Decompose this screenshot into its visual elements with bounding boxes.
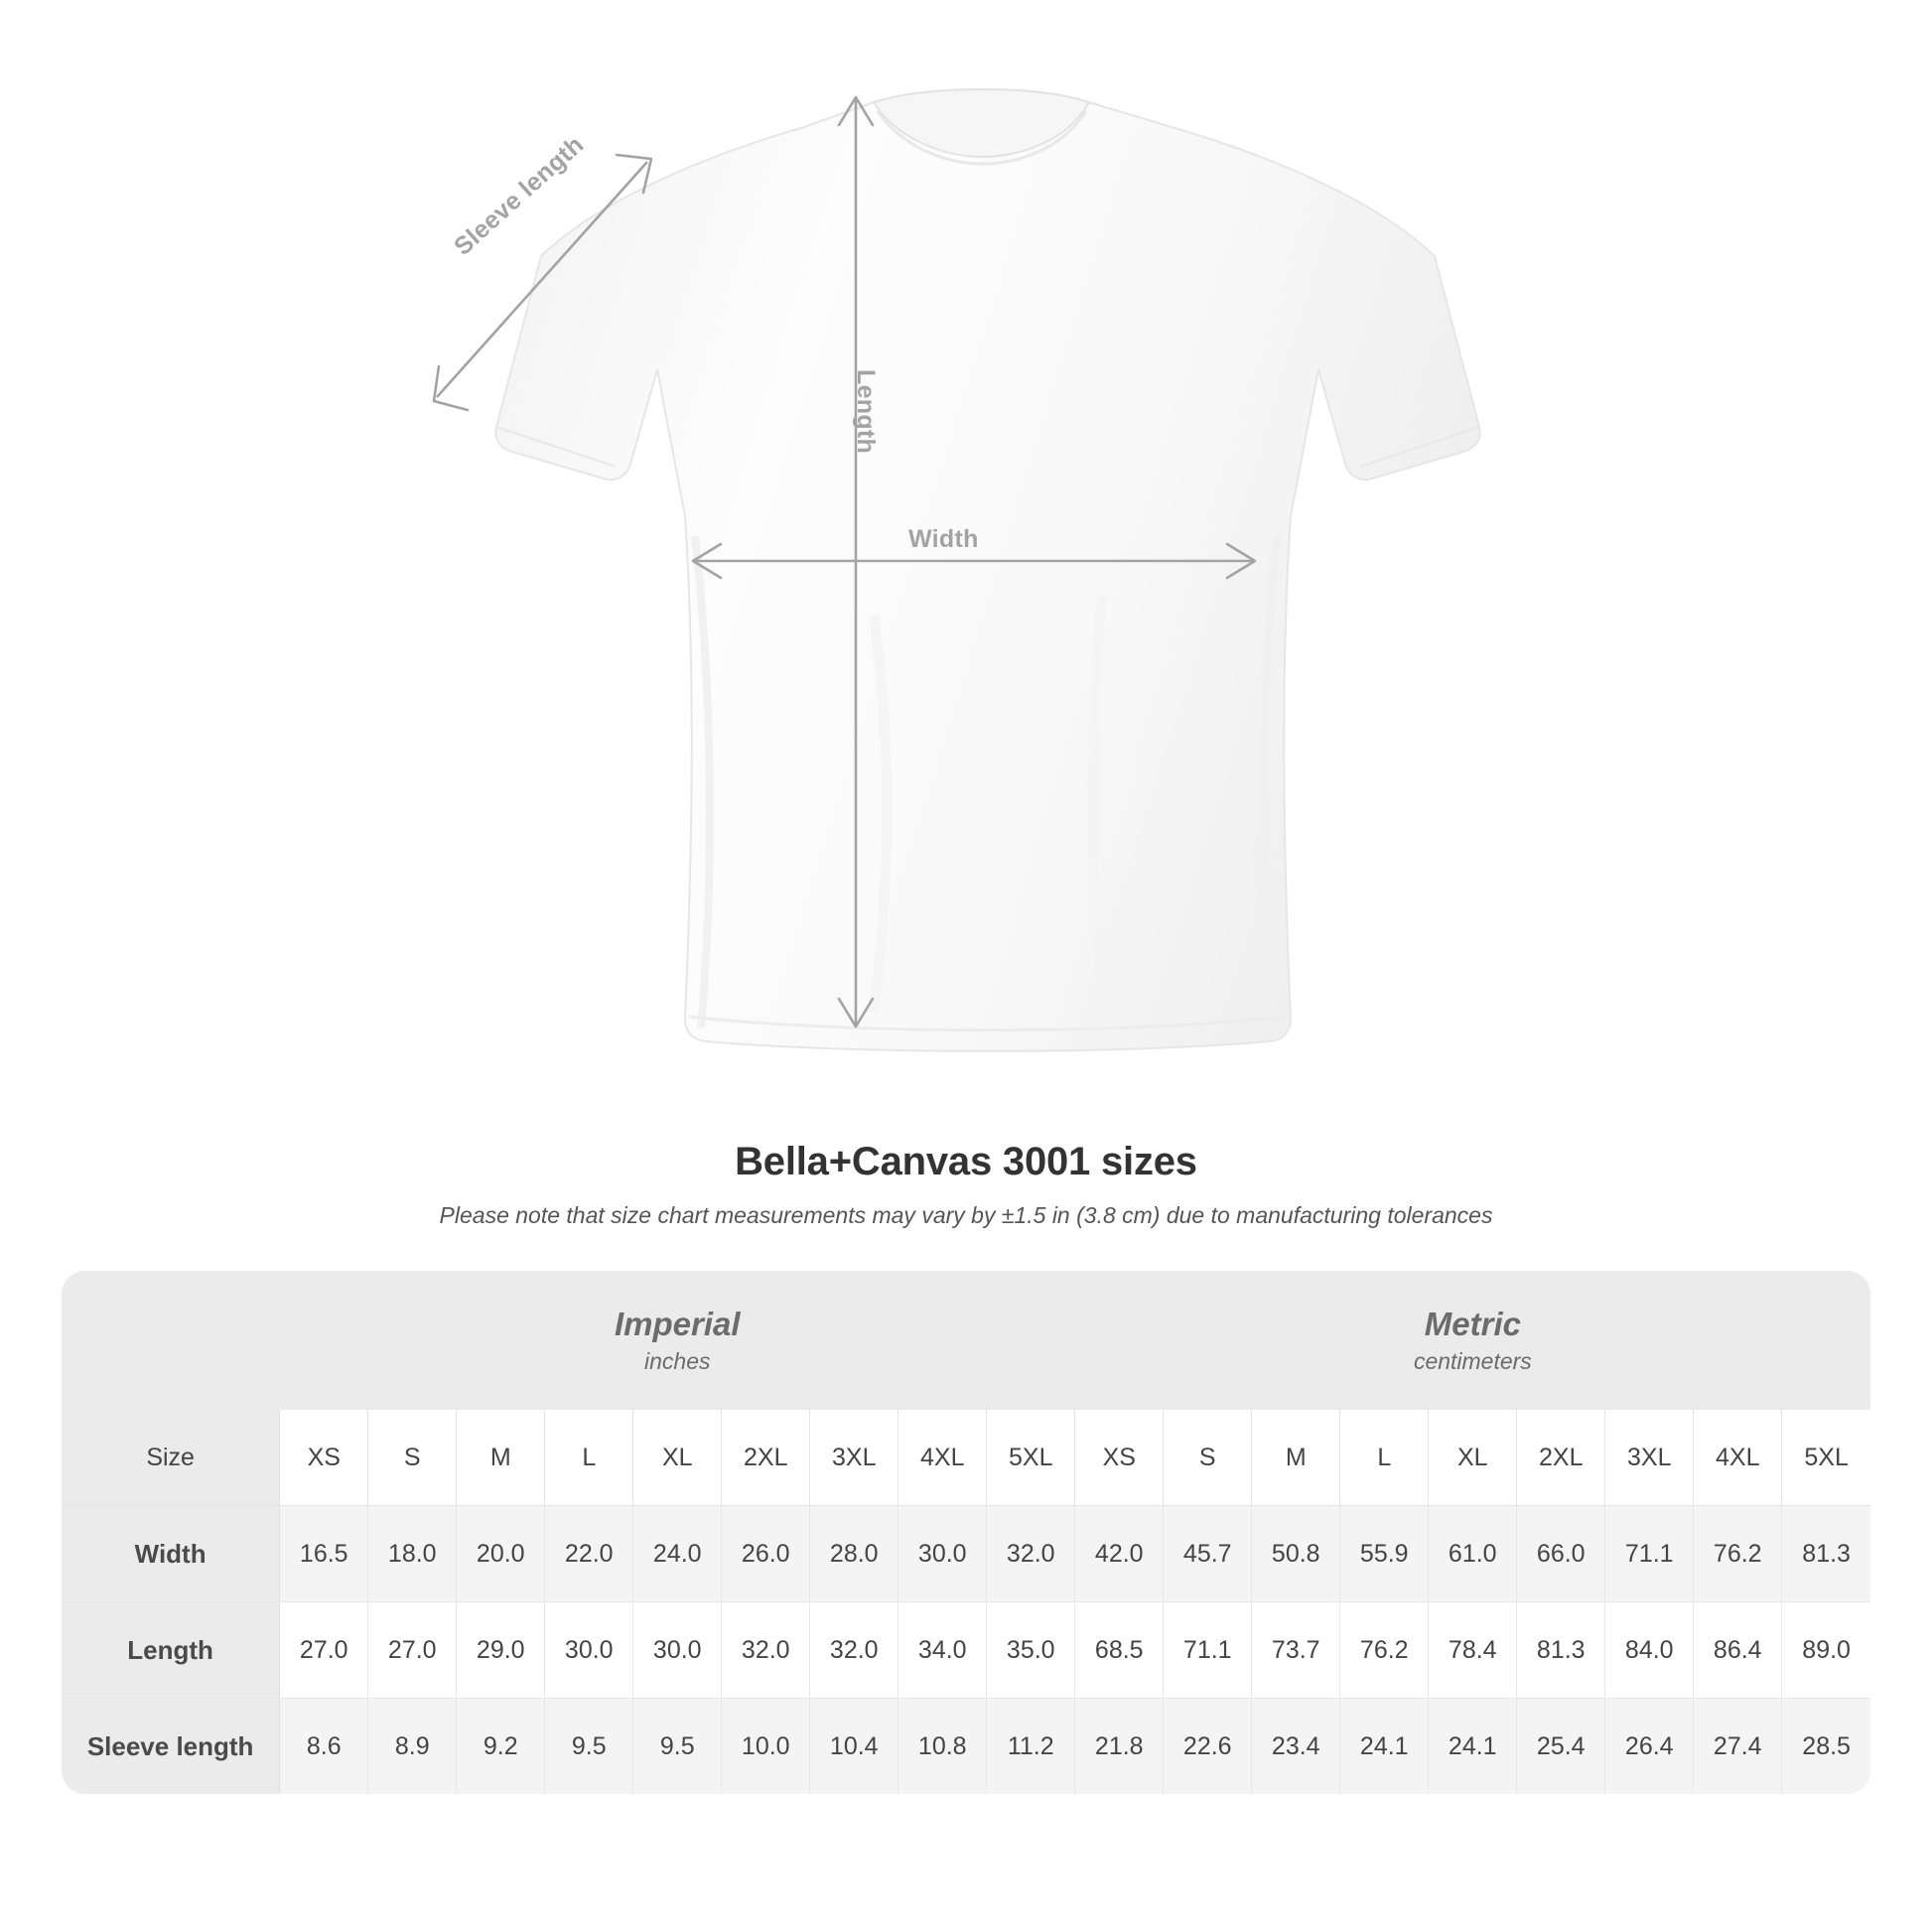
size-header-cell: XL	[1429, 1410, 1517, 1506]
cell-value: 30.0	[898, 1506, 987, 1602]
table-row	[62, 1506, 1870, 1602]
cell-value: 71.1	[1164, 1602, 1252, 1699]
cell-value: 9.5	[545, 1699, 633, 1795]
size-header-cell: 2XL	[1517, 1410, 1605, 1506]
cell-value: 10.0	[722, 1699, 810, 1795]
cell-value: 21.8	[1075, 1699, 1164, 1795]
cell-value: 22.6	[1164, 1699, 1252, 1795]
cell-value: 30.0	[633, 1602, 722, 1699]
sleeve-length-dimension-label: Sleeve length	[449, 130, 590, 261]
row-label-sleeve-length: Sleeve length	[62, 1699, 280, 1795]
cell-value: 29.0	[457, 1602, 545, 1699]
size-header-cell: L	[1340, 1410, 1429, 1506]
size-header-cell: S	[368, 1410, 457, 1506]
cell-value: 10.8	[898, 1699, 987, 1795]
cell-value: 23.4	[1252, 1699, 1340, 1795]
unit-imperial-sub: inches	[644, 1348, 711, 1375]
unit-band-row	[62, 1271, 1870, 1410]
cell-value: 68.5	[1075, 1602, 1164, 1699]
cell-value: 11.2	[987, 1699, 1075, 1795]
row-label-width: Width	[62, 1506, 280, 1602]
size-header-cell: 5XL	[1782, 1410, 1870, 1506]
size-header-cell: 3XL	[810, 1410, 898, 1506]
cell-value: 9.2	[457, 1699, 545, 1795]
size-header-cell: 3XL	[1605, 1410, 1694, 1506]
cell-value: 84.0	[1605, 1602, 1694, 1699]
tshirt-shape	[495, 89, 1479, 1051]
width-dimension-label: Width	[908, 525, 979, 553]
cell-value: 73.7	[1252, 1602, 1340, 1699]
table-row	[62, 1699, 1870, 1795]
size-header-cell: XL	[633, 1410, 722, 1506]
size-table	[62, 1271, 1870, 1794]
cell-value: 76.2	[1694, 1506, 1782, 1602]
length-dimension-label: Length	[852, 369, 880, 455]
cell-value: 32.0	[987, 1506, 1075, 1602]
cell-value: 32.0	[810, 1602, 898, 1699]
size-header-cell: L	[545, 1410, 633, 1506]
cell-value: 24.1	[1429, 1699, 1517, 1795]
size-header-cell: 4XL	[898, 1410, 987, 1506]
size-header-cell: M	[1252, 1410, 1340, 1506]
cell-value: 27.0	[280, 1602, 368, 1699]
size-header-cell: 2XL	[722, 1410, 810, 1506]
cell-value: 20.0	[457, 1506, 545, 1602]
table-row	[62, 1602, 1870, 1699]
cell-value: 81.3	[1517, 1602, 1605, 1699]
cell-value: 24.0	[633, 1506, 722, 1602]
cell-value: 27.0	[368, 1602, 457, 1699]
cell-value: 42.0	[1075, 1506, 1164, 1602]
unit-imperial-name: Imperial	[614, 1305, 741, 1342]
cell-value: 26.0	[722, 1506, 810, 1602]
size-header-label: Size	[62, 1410, 280, 1506]
cell-value: 66.0	[1517, 1506, 1605, 1602]
cell-value: 8.6	[280, 1699, 368, 1795]
cell-value: 30.0	[545, 1602, 633, 1699]
cell-value: 25.4	[1517, 1699, 1605, 1795]
row-label-length: Length	[62, 1602, 280, 1699]
unit-imperial	[280, 1271, 1075, 1410]
cell-value: 18.0	[368, 1506, 457, 1602]
cell-value: 89.0	[1782, 1602, 1870, 1699]
cell-value: 81.3	[1782, 1506, 1870, 1602]
size-header-cell: S	[1164, 1410, 1252, 1506]
size-header-cell: XS	[1075, 1410, 1164, 1506]
cell-value: 78.4	[1429, 1602, 1517, 1699]
size-header-cell: XS	[280, 1410, 368, 1506]
cell-value: 71.1	[1605, 1506, 1694, 1602]
cell-value: 50.8	[1252, 1506, 1340, 1602]
cell-value: 26.4	[1605, 1699, 1694, 1795]
size-header-row	[62, 1410, 1870, 1506]
unit-band-spacer	[62, 1271, 280, 1410]
page-title: Bella+Canvas 3001 sizes	[735, 1140, 1197, 1183]
cell-value: 27.4	[1694, 1699, 1782, 1795]
unit-metric-name: Metric	[1424, 1305, 1521, 1342]
cell-value: 76.2	[1340, 1602, 1429, 1699]
size-table-container	[62, 1271, 1870, 1794]
cell-value: 86.4	[1694, 1602, 1782, 1699]
cell-value: 28.0	[810, 1506, 898, 1602]
tolerance-note: Please note that size chart measurements may vary by ±1.5 in (3.8 cm) due to manufacturing tolerances	[439, 1202, 1493, 1228]
size-chart-heading	[0, 1140, 1932, 1229]
cell-value: 61.0	[1429, 1506, 1517, 1602]
size-header-cell: M	[457, 1410, 545, 1506]
size-header-cell: 4XL	[1694, 1410, 1782, 1506]
cell-value: 45.7	[1164, 1506, 1252, 1602]
cell-value: 34.0	[898, 1602, 987, 1699]
cell-value: 35.0	[987, 1602, 1075, 1699]
cell-value: 28.5	[1782, 1699, 1870, 1795]
cell-value: 24.1	[1340, 1699, 1429, 1795]
cell-value: 16.5	[280, 1506, 368, 1602]
unit-metric	[1075, 1271, 1870, 1410]
size-header-cell: 5XL	[987, 1410, 1075, 1506]
cell-value: 22.0	[545, 1506, 633, 1602]
unit-metric-sub: centimeters	[1413, 1348, 1532, 1375]
cell-value: 8.9	[368, 1699, 457, 1795]
cell-value: 9.5	[633, 1699, 722, 1795]
cell-value: 55.9	[1340, 1506, 1429, 1602]
cell-value: 10.4	[810, 1699, 898, 1795]
cell-value: 32.0	[722, 1602, 810, 1699]
